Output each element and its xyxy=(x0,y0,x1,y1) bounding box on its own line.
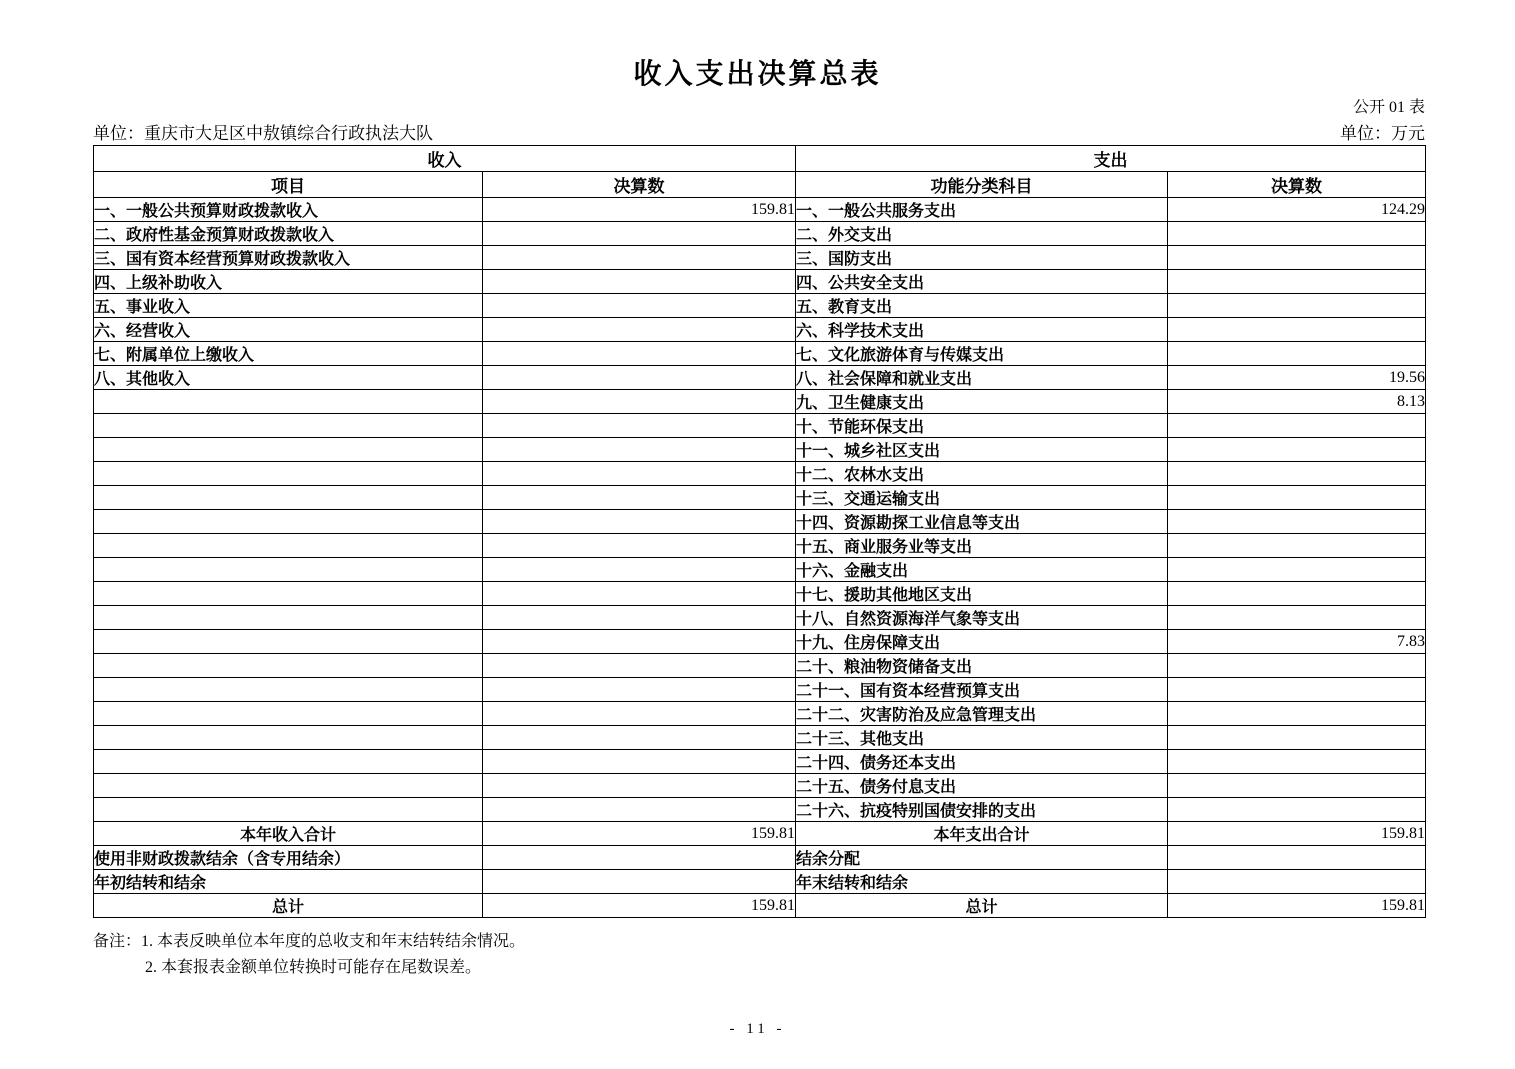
income-item-cell xyxy=(94,510,483,534)
table-row xyxy=(94,582,1426,606)
expense-item-cell: 十一、城乡社区支出 xyxy=(796,438,1168,462)
table-row xyxy=(94,222,1426,246)
income-item-cell xyxy=(94,774,483,798)
income-item-cell xyxy=(94,438,483,462)
footnotes xyxy=(93,929,525,981)
expense-value-cell: 19.56 xyxy=(1168,366,1426,390)
expense-item-column-header: 功能分类科目 xyxy=(796,172,1168,198)
expense-value-cell xyxy=(1168,486,1426,510)
expense-value-cell xyxy=(1168,726,1426,750)
income-value-cell: 159.81 xyxy=(483,822,796,846)
expense-item-cell: 结余分配 xyxy=(796,846,1168,870)
expense-item-cell: 十六、金融支出 xyxy=(796,558,1168,582)
table-row xyxy=(94,438,1426,462)
income-value-cell xyxy=(483,366,796,390)
table-row xyxy=(94,462,1426,486)
expense-item-cell: 二十、粮油物资储备支出 xyxy=(796,654,1168,678)
income-value-cell: 159.81 xyxy=(483,198,796,222)
table-row xyxy=(94,510,1426,534)
table-row xyxy=(94,534,1426,558)
expense-value-cell: 159.81 xyxy=(1168,822,1426,846)
table-section-header-row xyxy=(94,146,1426,172)
expense-value-cell xyxy=(1168,558,1426,582)
income-item-cell xyxy=(94,702,483,726)
expense-value-cell xyxy=(1168,534,1426,558)
page-title: 收入支出决算总表 xyxy=(633,59,882,90)
expense-item-cell: 二十四、债务还本支出 xyxy=(796,750,1168,774)
expense-value-cell xyxy=(1168,702,1426,726)
expense-value-cell xyxy=(1168,606,1426,630)
table-row xyxy=(94,726,1426,750)
expense-item-cell: 十三、交通运输支出 xyxy=(796,486,1168,510)
income-item-cell: 年初结转和结余 xyxy=(94,870,483,894)
income-value-cell xyxy=(483,798,796,822)
expense-value-cell xyxy=(1168,678,1426,702)
table-row xyxy=(94,798,1426,822)
expense-item-cell: 二十三、其他支出 xyxy=(796,726,1168,750)
expense-item-cell: 二十六、抗疫特别国债安排的支出 xyxy=(796,798,1168,822)
expense-value-cell xyxy=(1168,510,1426,534)
income-value-cell xyxy=(483,414,796,438)
table-row xyxy=(94,750,1426,774)
income-value-cell xyxy=(483,606,796,630)
income-item-cell xyxy=(94,606,483,630)
table-row xyxy=(94,198,1426,222)
expense-item-cell: 年末结转和结余 xyxy=(796,870,1168,894)
expense-item-cell: 十、节能环保支出 xyxy=(796,414,1168,438)
income-item-cell: 一、一般公共预算财政拨款收入 xyxy=(94,198,483,222)
expense-item-cell: 十二、农林水支出 xyxy=(796,462,1168,486)
expense-value-cell: 7.83 xyxy=(1168,630,1426,654)
income-value-cell xyxy=(483,486,796,510)
expense-item-cell: 三、国防支出 xyxy=(796,246,1168,270)
expense-item-cell: 六、科学技术支出 xyxy=(796,318,1168,342)
expense-item-cell: 十七、援助其他地区支出 xyxy=(796,582,1168,606)
expense-value-cell xyxy=(1168,774,1426,798)
expense-item-cell: 七、文化旅游体育与传媒支出 xyxy=(796,342,1168,366)
income-item-cell: 七、附属单位上缴收入 xyxy=(94,342,483,366)
expense-value-cell xyxy=(1168,414,1426,438)
currency-unit-label: 单位：万元 xyxy=(1340,124,1425,143)
income-item-cell xyxy=(94,630,483,654)
income-item-cell: 五、事业收入 xyxy=(94,294,483,318)
income-item-cell: 本年收入合计 xyxy=(94,822,483,846)
income-value-cell xyxy=(483,654,796,678)
expense-value-cell xyxy=(1168,654,1426,678)
income-item-cell xyxy=(94,750,483,774)
income-item-cell xyxy=(94,414,483,438)
income-amount-column-header: 决算数 xyxy=(483,172,796,198)
expense-value-cell xyxy=(1168,222,1426,246)
expense-value-cell xyxy=(1168,870,1426,894)
expense-item-cell: 四、公共安全支出 xyxy=(796,270,1168,294)
table-row xyxy=(94,846,1426,870)
expense-value-cell xyxy=(1168,750,1426,774)
income-item-cell xyxy=(94,462,483,486)
income-value-cell xyxy=(483,558,796,582)
expense-value-cell xyxy=(1168,318,1426,342)
table-row xyxy=(94,870,1426,894)
table-row xyxy=(94,318,1426,342)
expense-item-cell: 十四、资源勘探工业信息等支出 xyxy=(796,510,1168,534)
income-value-cell xyxy=(483,870,796,894)
expense-item-cell: 五、教育支出 xyxy=(796,294,1168,318)
income-value-cell xyxy=(483,534,796,558)
income-value-cell xyxy=(483,390,796,414)
expense-value-cell xyxy=(1168,438,1426,462)
income-item-cell: 三、国有资本经营预算财政拨款收入 xyxy=(94,246,483,270)
table-row xyxy=(94,774,1426,798)
income-value-cell xyxy=(483,678,796,702)
expense-value-cell: 124.29 xyxy=(1168,198,1426,222)
table-row xyxy=(94,654,1426,678)
income-value-cell xyxy=(483,630,796,654)
income-item-cell: 八、其他收入 xyxy=(94,366,483,390)
income-value-cell xyxy=(483,750,796,774)
expense-item-cell: 二、外交支出 xyxy=(796,222,1168,246)
income-item-cell xyxy=(94,654,483,678)
income-item-cell xyxy=(94,558,483,582)
expense-value-cell xyxy=(1168,798,1426,822)
table-row xyxy=(94,414,1426,438)
income-item-cell xyxy=(94,726,483,750)
income-item-column-header: 项目 xyxy=(94,172,483,198)
income-value-cell xyxy=(483,846,796,870)
table-row xyxy=(94,366,1426,390)
income-value-cell xyxy=(483,222,796,246)
income-value-cell xyxy=(483,462,796,486)
table-row xyxy=(94,606,1426,630)
income-value-cell xyxy=(483,318,796,342)
income-item-cell xyxy=(94,582,483,606)
income-item-cell: 使用非财政拨款结余（含专用结余） xyxy=(94,846,483,870)
income-item-cell: 六、经营收入 xyxy=(94,318,483,342)
income-value-cell xyxy=(483,582,796,606)
income-item-cell xyxy=(94,390,483,414)
expense-value-cell xyxy=(1168,294,1426,318)
expense-value-cell xyxy=(1168,846,1426,870)
income-value-cell xyxy=(483,774,796,798)
expense-item-cell: 二十二、灾害防治及应急管理支出 xyxy=(796,702,1168,726)
table-row xyxy=(94,822,1426,846)
table-row xyxy=(94,270,1426,294)
expense-value-cell xyxy=(1168,270,1426,294)
doc-number-label: 公开 01 表 xyxy=(1352,99,1425,116)
expense-item-cell: 九、卫生健康支出 xyxy=(796,390,1168,414)
page-number: - 11 - xyxy=(729,1021,786,1037)
income-item-cell xyxy=(94,798,483,822)
expense-item-cell: 十五、商业服务业等支出 xyxy=(796,534,1168,558)
expense-value-cell: 159.81 xyxy=(1168,894,1426,918)
expense-item-cell: 一、一般公共服务支出 xyxy=(796,198,1168,222)
expense-value-cell xyxy=(1168,462,1426,486)
table-row xyxy=(94,390,1426,414)
table-row xyxy=(94,294,1426,318)
table-row xyxy=(94,558,1426,582)
expense-item-cell: 八、社会保障和就业支出 xyxy=(796,366,1168,390)
expense-section-header: 支出 xyxy=(796,146,1426,172)
table-row xyxy=(94,678,1426,702)
income-item-cell xyxy=(94,486,483,510)
expense-item-cell: 本年支出合计 xyxy=(796,822,1168,846)
expense-value-cell xyxy=(1168,246,1426,270)
table-row xyxy=(94,246,1426,270)
income-value-cell xyxy=(483,246,796,270)
table-row xyxy=(94,630,1426,654)
expense-value-cell xyxy=(1168,342,1426,366)
income-item-cell xyxy=(94,534,483,558)
expense-item-cell: 十八、自然资源海洋气象等支出 xyxy=(796,606,1168,630)
income-expense-summary-table xyxy=(93,145,1426,918)
table-row xyxy=(94,702,1426,726)
expense-item-cell: 二十一、国有资本经营预算支出 xyxy=(796,678,1168,702)
income-value-cell xyxy=(483,342,796,366)
income-section-header: 收入 xyxy=(94,146,796,172)
income-value-cell xyxy=(483,702,796,726)
expense-amount-column-header: 决算数 xyxy=(1168,172,1426,198)
income-item-cell: 总计 xyxy=(94,894,483,918)
income-value-cell: 159.81 xyxy=(483,894,796,918)
income-item-cell: 二、政府性基金预算财政拨款收入 xyxy=(94,222,483,246)
table-body xyxy=(94,198,1426,918)
income-value-cell xyxy=(483,726,796,750)
table-row xyxy=(94,486,1426,510)
expense-item-cell: 十九、住房保障支出 xyxy=(796,630,1168,654)
table-column-header-row xyxy=(94,172,1426,198)
unit-name-label: 单位：重庆市大足区中敖镇综合行政执法大队 xyxy=(93,124,433,143)
expense-item-cell: 总计 xyxy=(796,894,1168,918)
table-row xyxy=(94,894,1426,918)
income-value-cell xyxy=(483,270,796,294)
footnote-line-1: 备注：1. 本表反映单位本年度的总收支和年末结转结余情况。 xyxy=(93,933,526,950)
income-item-cell: 四、上级补助收入 xyxy=(94,270,483,294)
income-value-cell xyxy=(483,510,796,534)
footnote-line-2: 2. 本套报表金额单位转换时可能存在尾数误差。 xyxy=(145,959,482,976)
table-row xyxy=(94,342,1426,366)
expense-item-cell: 二十五、债务付息支出 xyxy=(796,774,1168,798)
expense-value-cell: 8.13 xyxy=(1168,390,1426,414)
expense-value-cell xyxy=(1168,582,1426,606)
income-item-cell xyxy=(94,678,483,702)
income-value-cell xyxy=(483,294,796,318)
income-value-cell xyxy=(483,438,796,462)
